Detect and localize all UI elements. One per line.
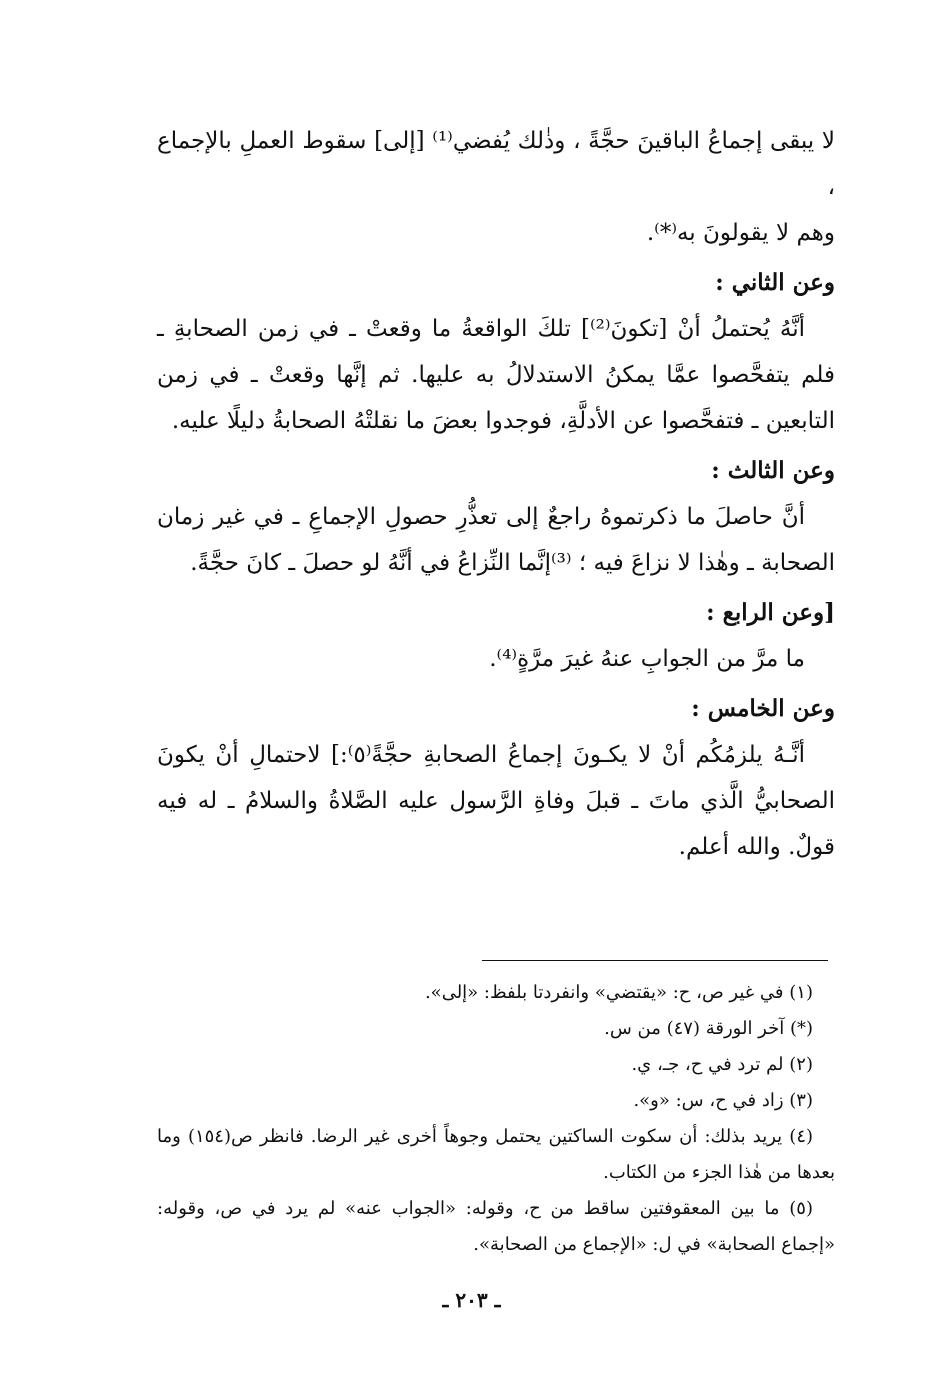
paragraph-fourth: ما مرَّ من الجوابِ عنهُ غيرَ مرَّةٍ⁽⁴⁾.	[489, 646, 805, 672]
heading-third: وعن الثالث :	[711, 457, 835, 484]
paragraph-third: أنَّ حاصلَ ما ذكرتموهُ راجعٌ إلى تعذُّرِ حصولِ الإجماعِ ـ في غير زمان الصحابة ـ وهٰذا لا نزاعَ فيه ؛ ⁽³⁾إنَّما النِّزاعُ في أنَّهُ لو حصلَ ـ كانَ حجَّةً.	[157, 504, 835, 576]
paragraph-1-line-2: وهم لا يقولونَ به⁽*⁾.	[646, 220, 835, 246]
footnote-1: (١) في غير ص، ح: «يقتضي» وانفردتا بلفظ: «إلى».	[424, 982, 813, 1003]
footnote-separator	[482, 960, 828, 961]
main-text	[157, 118, 835, 870]
paragraph-1	[157, 118, 835, 256]
paragraph-second: أنَّهُ يُحتملُ أنْ [تكونَ⁽²⁾] تلكَ الواقعةُ ما وقعتْ ـ في زمن الصحابةِ ـ فلم يتفحَّصوا عمَّا يمكنُ الاستدلالُ به عليها. ثم إنَّها وقعتْ ـ في زمن التابعين ـ فتفحَّصوا عن الأدلَّةِ، فوجدوا بعضَ ما نقلتْهُ الصحابةُ دليلًا عليه.	[157, 316, 835, 434]
heading-second: وعن الثاني :	[715, 269, 835, 296]
paragraph-1-line-1: لا يبقى إجماعُ الباقينَ حجَّةً ، وذٰلك يُفضي⁽¹⁾ [إلى] سقوط العملِ بالإجماع ،	[157, 128, 835, 200]
footnote-3: (٣) زاد في ح، س: «و».	[633, 1090, 813, 1111]
page-number: ـ ٢٠٣ ـ	[442, 1288, 501, 1312]
footnote-4: (٤) يريد بذلك: أن سكوت الساكتين يحتمل وجوهاً أخرى غير الرضا. فانظر ص(١٥٤) وما بعدها من هٰذا الجزء من الكتاب.	[157, 1126, 835, 1183]
paragraph-fifth: أنَّـهُ يلزمُكُم أنْ لا يكـونَ إجماعُ الصحابةِ حجَّةً⁽٥⁾:] لاحتمالِ أنْ يكونَ الصحابيُّ الَّذي ماتَ ـ قبلَ وفاةِ الرَّسول عليه الصَّلاةُ والسلامُ ـ له فيه قولٌ. والله أعلم.	[157, 742, 835, 860]
heading-fifth: وعن الخامس :	[691, 695, 835, 722]
heading-fourth: [وعن الرابع :	[706, 599, 835, 626]
footnote-2: (٢) لم ترد في ح، جـ، ي.	[631, 1054, 813, 1075]
footnote-star: (*) آخر الورقة (٤٧) من س.	[604, 1018, 813, 1039]
footnotes	[157, 975, 835, 1263]
footnote-5: (٥) ما بين المعقوفتين ساقط من ح، وقوله: «الجواب عنه» لم يرد في ص، وقوله: «إجماع الصحابة» في ل: «الإجماع من الصحابة».	[157, 1198, 835, 1255]
